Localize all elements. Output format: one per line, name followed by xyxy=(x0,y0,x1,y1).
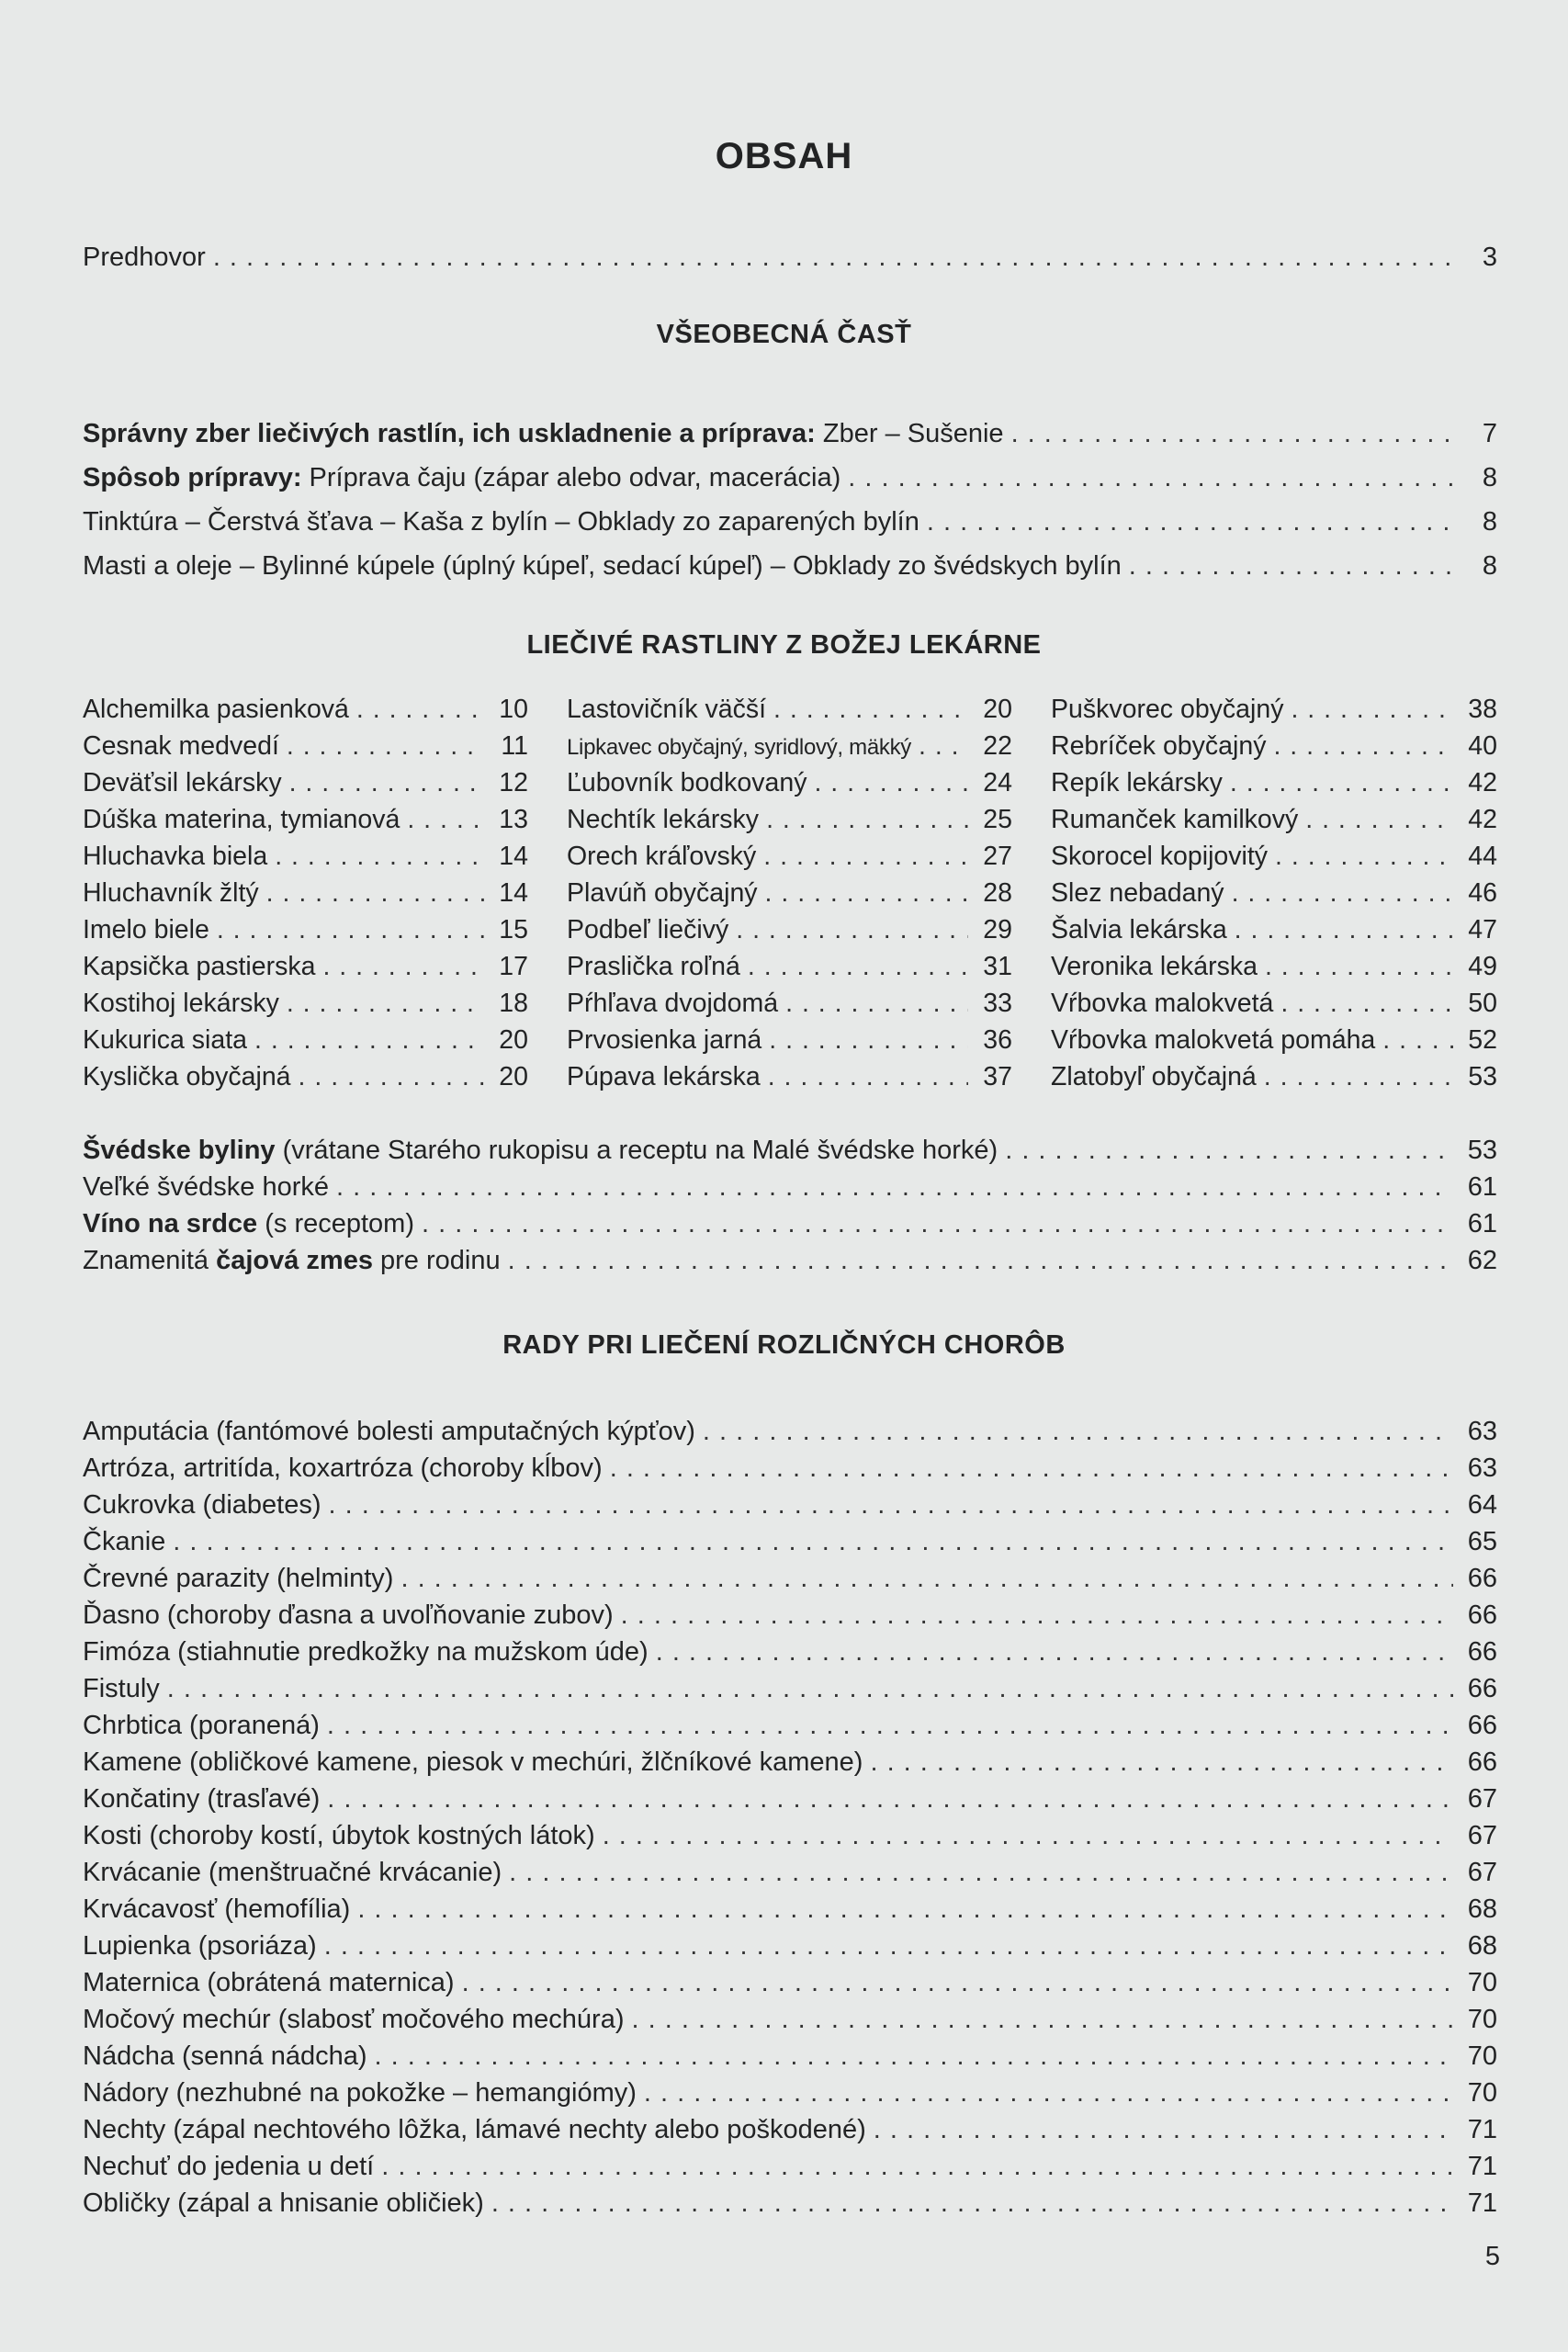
toc-entry-page: 63 xyxy=(1467,1453,1497,1483)
toc-entry-label: Kamene (obličkové kamene, piesok v mechúri, žlčníkové kamene) xyxy=(83,1747,863,1777)
toc-entry xyxy=(83,1670,1497,1707)
toc-entry xyxy=(83,2148,1497,2185)
toc-entry-label: Plavúň obyčajný xyxy=(567,878,758,908)
toc-entry xyxy=(567,764,1012,801)
toc-entry-label: Nechuť do jedenia u detí xyxy=(83,2152,375,2181)
toc-entry-label: Pŕhľava dvojdomá xyxy=(567,989,779,1018)
toc-entry xyxy=(83,1817,1497,1854)
toc-entry xyxy=(83,1634,1497,1670)
toc-entry xyxy=(83,1928,1497,1964)
toc-entry-label: Fimóza (stiahnutie predkožky na mužskom úde) xyxy=(83,1637,649,1667)
dot-leader xyxy=(1280,985,1453,1022)
toc-entry xyxy=(567,1058,1012,1095)
toc-entry-page: 22 xyxy=(983,731,1012,761)
toc-entry-page: 38 xyxy=(1468,695,1497,724)
toc-entry-page: 67 xyxy=(1467,1784,1497,1814)
dot-leader xyxy=(1382,1022,1453,1058)
toc-entry xyxy=(83,1597,1497,1634)
toc-entry-label: Maternica (obrátená maternica) xyxy=(83,1968,455,1997)
toc-entry-label: Skorocel kopijovitý xyxy=(1051,842,1269,871)
dot-leader xyxy=(703,1413,1453,1450)
diseases-section-list xyxy=(83,1413,1497,2222)
toc-entry xyxy=(83,1413,1497,1450)
toc-entry-page: 44 xyxy=(1468,842,1497,871)
toc-entry-label: Kyslička obyčajná xyxy=(83,1062,291,1091)
toc-entry xyxy=(1051,691,1497,728)
toc-entry xyxy=(83,1132,1497,1169)
toc-entry-page: 66 xyxy=(1467,1711,1497,1740)
dot-leader xyxy=(621,1597,1453,1634)
toc-entry-page: 20 xyxy=(499,1025,528,1055)
dot-leader xyxy=(167,1670,1453,1707)
swedish-section-list xyxy=(83,1132,1497,1279)
toc-entry-label: Zlatobyľ obyčajná xyxy=(1051,1062,1257,1091)
toc-entry-page: 61 xyxy=(1467,1209,1497,1238)
toc-entry xyxy=(83,875,528,911)
dot-leader xyxy=(213,239,1453,276)
toc-entry-page: 18 xyxy=(499,989,528,1018)
dot-leader xyxy=(217,911,484,948)
toc-entry-label: Veronika lekárska xyxy=(1051,952,1258,981)
toc-entry xyxy=(83,2111,1497,2148)
dot-leader xyxy=(1129,544,1453,588)
toc-entry-page: 14 xyxy=(499,878,528,908)
dot-leader xyxy=(1011,412,1453,456)
toc-entry xyxy=(83,412,1497,456)
toc-entry xyxy=(83,1450,1497,1487)
toc-entry-page: 29 xyxy=(983,915,1012,944)
toc-entry-label: Podbeľ liečivý xyxy=(567,915,729,944)
toc-entry-page: 70 xyxy=(1467,2041,1497,2071)
toc-entry-label: Prvosienka jarná xyxy=(567,1025,762,1055)
toc-entry xyxy=(1051,838,1497,875)
toc-entry-label: Lupienka (psoriáza) xyxy=(83,1931,317,1961)
dot-leader xyxy=(422,1205,1453,1242)
toc-entry-page: 37 xyxy=(983,1062,1012,1091)
toc-entry-label: Cesnak medvedí xyxy=(83,731,279,761)
toc-entry-label: Kostihoj lekársky xyxy=(83,989,279,1018)
toc-entry xyxy=(83,1523,1497,1560)
dot-leader xyxy=(870,1744,1453,1781)
toc-entry-page: 70 xyxy=(1467,2078,1497,2108)
toc-entry xyxy=(83,1560,1497,1597)
dot-leader xyxy=(407,801,484,838)
toc-entry-page: 11 xyxy=(501,731,528,761)
toc-entry xyxy=(1051,911,1497,948)
dot-leader xyxy=(329,1487,1454,1523)
dot-leader xyxy=(322,948,484,985)
toc-entry-page: 64 xyxy=(1467,1490,1497,1520)
toc-entry-label-prefix: Znamenitá xyxy=(83,1246,217,1275)
toc-entry-page: 36 xyxy=(983,1025,1012,1055)
toc-entry xyxy=(83,2038,1497,2075)
dot-leader xyxy=(766,801,968,838)
toc-entry-bold: Švédske byliny xyxy=(83,1136,276,1165)
dot-leader xyxy=(1264,1058,1453,1095)
toc-entry-label: Nechty (zápal nechtového lôžka, lámavé nechty alebo poškodené) xyxy=(83,2115,866,2144)
toc-entry-label: pre rodinu xyxy=(372,1246,501,1275)
toc-entry xyxy=(567,801,1012,838)
dot-leader xyxy=(1265,948,1453,985)
toc-entry-page: 17 xyxy=(499,952,528,981)
toc-entry-label: Ľubovník bodkovaný xyxy=(567,768,807,797)
toc-entry xyxy=(83,911,528,948)
plants-columns xyxy=(83,691,1497,1095)
dot-leader xyxy=(1230,764,1453,801)
plants-column-2 xyxy=(567,691,1012,1095)
toc-entry-page: 8 xyxy=(1482,507,1497,537)
dot-leader xyxy=(927,500,1453,544)
toc-entry-page: 66 xyxy=(1467,1637,1497,1667)
toc-entry-page: 3 xyxy=(1482,243,1497,272)
toc-entry-label: Lastovičník väčší xyxy=(567,695,767,724)
dot-leader xyxy=(1275,838,1453,875)
toc-entry xyxy=(567,838,1012,875)
toc-entry-label: Vŕbovka malokvetá pomáha xyxy=(1051,1025,1376,1055)
toc-entry-label: Krvácavosť (hemofília) xyxy=(83,1894,351,1924)
toc-entry xyxy=(83,1781,1497,1817)
toc-entry-label: Púpava lekárska xyxy=(567,1062,761,1091)
section-heading-diseases: RADY PRI LIEČENÍ ROZLIČNÝCH CHORÔB xyxy=(502,1330,1066,1360)
section-heading-general: VŠEOBECNÁ ČASŤ xyxy=(656,320,912,349)
toc-entry-label: Nádory (nezhubné na pokožke – hemangiómy) xyxy=(83,2078,637,2108)
dot-leader xyxy=(327,1781,1453,1817)
toc-entry-page: 66 xyxy=(1467,1747,1497,1777)
toc-entry-page: 70 xyxy=(1467,2005,1497,2034)
toc-entry xyxy=(83,728,528,764)
toc-entry xyxy=(83,2075,1497,2111)
toc-entry-label: Močový mechúr (slabosť močového mechúra) xyxy=(83,2005,625,2034)
toc-entry-page: 66 xyxy=(1467,1564,1497,1593)
toc-entry-page: 67 xyxy=(1467,1821,1497,1850)
toc-entry xyxy=(1051,764,1497,801)
toc-entry-label: Zber – Sušenie xyxy=(815,419,1004,448)
toc-entry-label: Ďasno (choroby ďasna a uvoľňovanie zubov) xyxy=(83,1600,614,1630)
dot-leader xyxy=(769,1022,968,1058)
toc-entry-bold: Spôsob prípravy: xyxy=(83,463,302,492)
toc-entry-label: Deväťsil lekársky xyxy=(83,768,282,797)
toc-entry-label: Rebríček obyčajný xyxy=(1051,731,1267,761)
toc-entry-page: 14 xyxy=(499,842,528,871)
toc-entry-label: (s receptom) xyxy=(257,1209,414,1238)
dot-leader xyxy=(1235,911,1453,948)
dot-leader xyxy=(289,764,484,801)
dot-leader xyxy=(357,1891,1453,1928)
page-number: 5 xyxy=(1484,2242,1500,2271)
toc-entry-label: Končatiny (trasľavé) xyxy=(83,1784,321,1814)
toc-entry-page: 66 xyxy=(1467,1674,1497,1703)
toc-entry-label: Obličky (zápal a hnisanie obličiek) xyxy=(83,2188,484,2218)
dot-leader xyxy=(375,2038,1453,2075)
dot-leader xyxy=(299,1058,484,1095)
toc-entry-page: 8 xyxy=(1482,551,1497,581)
toc-entry xyxy=(83,1891,1497,1928)
dot-leader xyxy=(324,1928,1453,1964)
toc-entry-page: 12 xyxy=(499,768,528,797)
preface-section xyxy=(83,239,1497,276)
toc-entry-page: 7 xyxy=(1482,419,1497,448)
toc-entry-label: (vrátane Starého rukopisu a receptu na Malé švédske horké) xyxy=(275,1136,998,1165)
toc-entry-label: Repík lekársky xyxy=(1051,768,1223,797)
toc-entry xyxy=(83,1487,1497,1523)
toc-entry-page: 52 xyxy=(1468,1025,1497,1055)
dot-leader xyxy=(356,691,484,728)
dot-leader xyxy=(1291,691,1453,728)
dot-leader xyxy=(768,1058,968,1095)
toc-entry-page: 71 xyxy=(1467,2188,1497,2218)
toc-entry-label: Kapsička pastierska xyxy=(83,952,316,981)
dot-leader xyxy=(644,2075,1453,2111)
toc-entry xyxy=(567,948,1012,985)
dot-leader xyxy=(1305,801,1453,838)
dot-leader xyxy=(763,838,968,875)
toc-entry-label: Dúška materina, tymianová xyxy=(83,805,400,834)
dot-leader xyxy=(748,948,968,985)
toc-entry-page: 53 xyxy=(1467,1136,1497,1165)
toc-entry-page: 13 xyxy=(499,805,528,834)
dot-leader xyxy=(632,2001,1454,2038)
toc-entry-page: 33 xyxy=(983,989,1012,1018)
toc-entry xyxy=(1051,1022,1497,1058)
toc-entry-page: 53 xyxy=(1468,1062,1497,1091)
toc-entry-label: Cukrovka (diabetes) xyxy=(83,1490,321,1520)
dot-leader xyxy=(656,1634,1453,1670)
toc-entry-page: 68 xyxy=(1467,1894,1497,1924)
toc-entry xyxy=(567,1022,1012,1058)
section-heading-plants: LIEČIVÉ RASTLINY Z BOŽEJ LEKÁRNE xyxy=(526,630,1042,660)
toc-entry-page: 28 xyxy=(983,878,1012,908)
dot-leader xyxy=(173,1523,1453,1560)
toc-entry-page: 40 xyxy=(1468,731,1497,761)
toc-entry xyxy=(567,985,1012,1022)
dot-leader xyxy=(814,764,968,801)
toc-entry-page: 20 xyxy=(983,695,1012,724)
toc-entry-label: Vŕbovka malokvetá xyxy=(1051,989,1274,1018)
plants-column-3 xyxy=(1051,691,1497,1095)
toc-entry xyxy=(1051,801,1497,838)
toc-entry-page: 15 xyxy=(499,915,528,944)
toc-entry xyxy=(83,1854,1497,1891)
toc-entry-page: 25 xyxy=(983,805,1012,834)
toc-entry-label: Predhovor xyxy=(83,243,206,272)
toc-entry-label: Slez nebadaný xyxy=(1051,878,1224,908)
toc-entry-page: 20 xyxy=(499,1062,528,1091)
toc-entry xyxy=(83,985,528,1022)
toc-entry xyxy=(83,838,528,875)
toc-entry-label: Fistuly xyxy=(83,1674,160,1703)
toc-entry-label: Hluchavka biela xyxy=(83,842,268,871)
toc-entry-page: 8 xyxy=(1482,463,1497,492)
toc-entry xyxy=(567,911,1012,948)
toc-entry-label: Krvácanie (menštruačné krvácanie) xyxy=(83,1858,502,1887)
dot-leader xyxy=(1232,875,1453,911)
toc-entry-page: 68 xyxy=(1467,1931,1497,1961)
dot-leader xyxy=(254,1022,484,1058)
toc-entry xyxy=(83,2185,1497,2222)
toc-entry xyxy=(83,1242,1497,1279)
toc-entry-page: 24 xyxy=(983,768,1012,797)
dot-leader xyxy=(1005,1132,1453,1169)
toc-entry-bold: Správny zber liečivých rastlín, ich uskladnenie a príprava: xyxy=(83,419,816,448)
toc-entry-page: 50 xyxy=(1468,989,1497,1018)
toc-entry-label: Príprava čaju (zápar alebo odvar, macerácia) xyxy=(301,463,841,492)
toc-entry-label: Alchemilka pasienková xyxy=(83,695,349,724)
toc-entry-page: 61 xyxy=(1467,1172,1497,1202)
toc-entry xyxy=(83,948,528,985)
toc-entry-page: 27 xyxy=(983,842,1012,871)
dot-leader xyxy=(603,1817,1453,1854)
dot-leader xyxy=(785,985,968,1022)
dot-leader xyxy=(1273,728,1453,764)
dot-leader xyxy=(874,2111,1453,2148)
toc-entry xyxy=(1051,985,1497,1022)
toc-entry xyxy=(83,1707,1497,1744)
toc-entry-page: 31 xyxy=(983,952,1012,981)
plants-column-1 xyxy=(83,691,528,1095)
toc-entry-page: 71 xyxy=(1467,2115,1497,2144)
toc-entry xyxy=(83,500,1497,544)
toc-entry xyxy=(1051,1058,1497,1095)
toc-entry xyxy=(83,801,528,838)
dot-leader xyxy=(462,1964,1453,2001)
dot-leader xyxy=(508,1242,1453,1279)
dot-leader xyxy=(919,728,968,764)
toc-entry-label: Nádcha (senná nádcha) xyxy=(83,2041,367,2071)
toc-entry-label: Lipkavec obyčajný, syridlový, mäkký xyxy=(567,735,911,760)
toc-entry xyxy=(1051,728,1497,764)
toc-entry xyxy=(83,691,528,728)
toc-entry-page: 46 xyxy=(1468,878,1497,908)
toc-entry-label: Masti a oleje – Bylinné kúpele (úplný kúpeľ, sedací kúpeľ) – Obklady zo švédskych bylín xyxy=(83,551,1122,581)
dot-leader xyxy=(266,875,484,911)
toc-entry xyxy=(83,1205,1497,1242)
toc-entry-page: 70 xyxy=(1467,1968,1497,1997)
toc-entry-label: Šalvia lekárska xyxy=(1051,915,1227,944)
toc-entry-label: Rumanček kamilkový xyxy=(1051,805,1299,834)
toc-entry xyxy=(83,1964,1497,2001)
toc-entry-label: Čkanie xyxy=(83,1527,166,1556)
toc-entry-label: Hluchavník žltý xyxy=(83,878,259,908)
toc-entry-label: Orech kráľovský xyxy=(567,842,757,871)
toc-entry-page: 65 xyxy=(1467,1527,1497,1556)
toc-entry-label: Praslička roľná xyxy=(567,952,740,981)
toc-entry-page: 10 xyxy=(499,695,528,724)
dot-leader xyxy=(381,2148,1453,2185)
toc-entry-preface xyxy=(83,239,1497,276)
toc-entry-label: Kosti (choroby kostí, úbytok kostných látok) xyxy=(83,1821,595,1850)
toc-entry-label: Črevné parazity (helminty) xyxy=(83,1564,394,1593)
toc-entry-page: 42 xyxy=(1468,805,1497,834)
general-section-list xyxy=(83,412,1497,588)
toc-entry-label: Kukurica siata xyxy=(83,1025,248,1055)
toc-entry-page: 42 xyxy=(1468,768,1497,797)
toc-entry xyxy=(83,1058,528,1095)
toc-entry-bold: Víno na srdce xyxy=(83,1209,258,1238)
dot-leader xyxy=(287,728,484,764)
toc-entry xyxy=(567,875,1012,911)
toc-entry xyxy=(83,456,1497,500)
toc-entry xyxy=(83,1022,528,1058)
toc-entry-page: 63 xyxy=(1467,1417,1497,1446)
toc-entry-page: 49 xyxy=(1468,952,1497,981)
dot-leader xyxy=(275,838,484,875)
toc-entry xyxy=(83,2001,1497,2038)
toc-entry xyxy=(567,728,1012,764)
toc-entry-label: Imelo biele xyxy=(83,915,209,944)
toc-entry xyxy=(83,764,528,801)
toc-entry-page: 67 xyxy=(1467,1858,1497,1887)
toc-entry-page: 47 xyxy=(1468,915,1497,944)
toc-entry xyxy=(83,1169,1497,1205)
toc-entry xyxy=(1051,875,1497,911)
toc-entry-page: 62 xyxy=(1467,1246,1497,1275)
toc-entry-page: 66 xyxy=(1467,1600,1497,1630)
toc-entry xyxy=(1051,948,1497,985)
dot-leader xyxy=(509,1854,1453,1891)
toc-entry-label: Artróza, artritída, koxartróza (choroby kĺbov) xyxy=(83,1453,603,1483)
toc-entry-label: Tinktúra – Čerstvá šťava – Kaša z bylín – Obklady zo zaparených bylín xyxy=(83,507,919,537)
toc-entry xyxy=(567,691,1012,728)
toc-entry-label: Amputácia (fantómové bolesti amputačných kýpťov) xyxy=(83,1417,695,1446)
toc-entry-page: 71 xyxy=(1467,2152,1497,2181)
dot-leader xyxy=(400,1560,1453,1597)
dot-leader xyxy=(765,875,968,911)
toc-entry-label: Nechtík lekársky xyxy=(567,805,760,834)
toc-entry-bold: čajová zmes xyxy=(216,1246,373,1275)
dot-leader xyxy=(327,1707,1453,1744)
dot-leader xyxy=(491,2185,1453,2222)
dot-leader xyxy=(610,1450,1453,1487)
toc-entry-label: Puškvorec obyčajný xyxy=(1051,695,1284,724)
page-title: OBSAH xyxy=(715,136,853,176)
toc-entry-label: Veľké švédske horké xyxy=(83,1172,329,1202)
dot-leader xyxy=(848,456,1453,500)
toc-entry xyxy=(83,544,1497,588)
dot-leader xyxy=(736,911,968,948)
toc-entry xyxy=(83,1744,1497,1781)
dot-leader xyxy=(287,985,484,1022)
dot-leader xyxy=(336,1169,1453,1205)
toc-entry-label: Chrbtica (poranená) xyxy=(83,1711,320,1740)
dot-leader xyxy=(773,691,968,728)
